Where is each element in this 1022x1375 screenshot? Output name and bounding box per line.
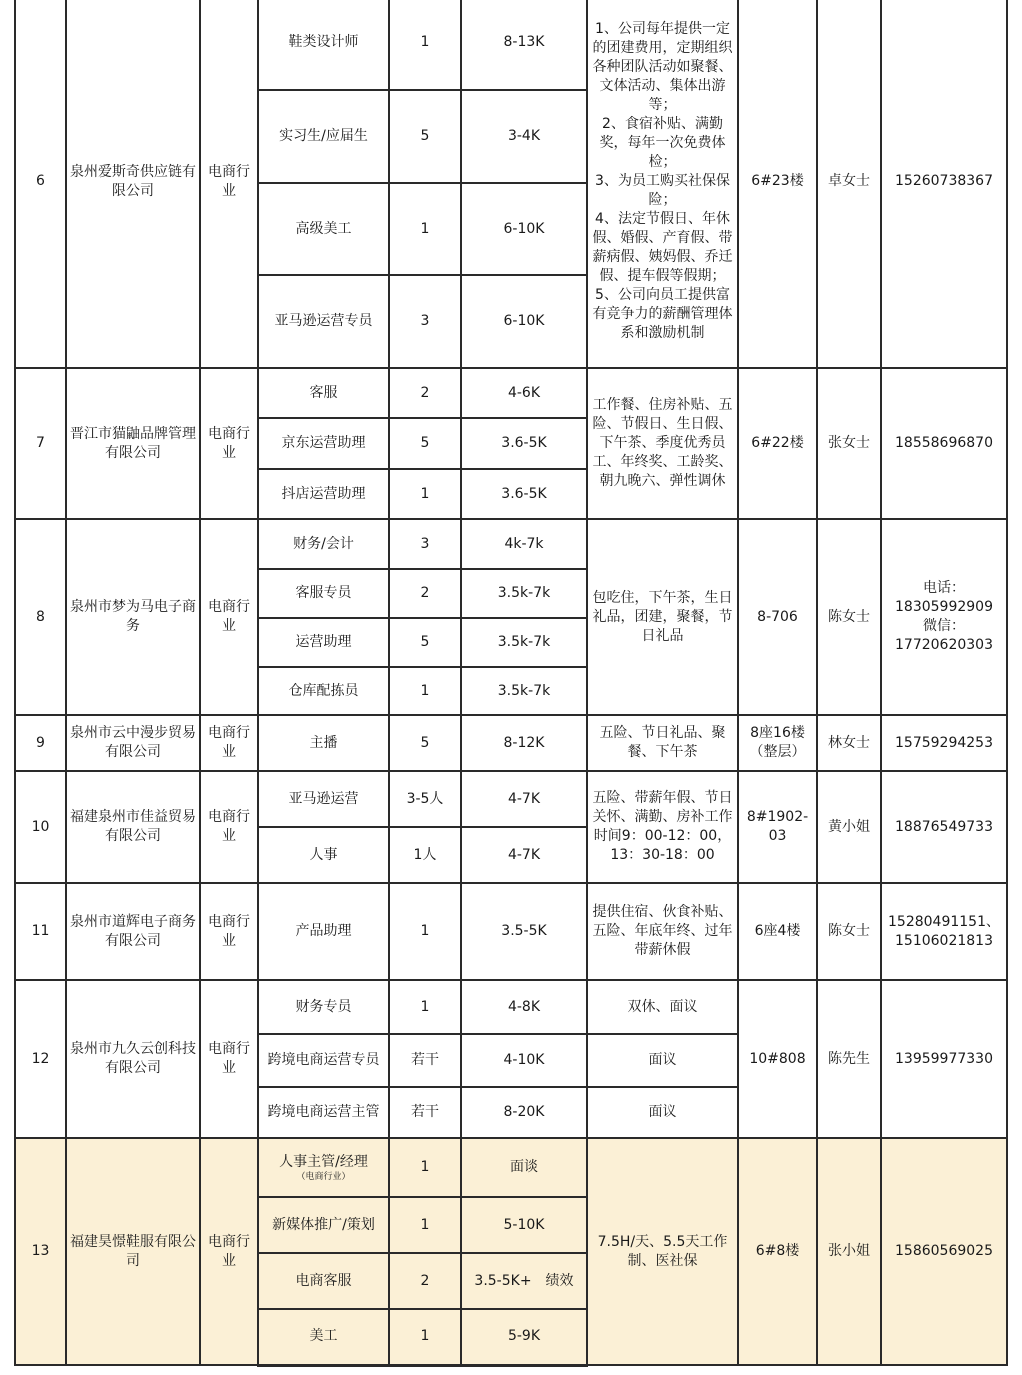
headcount: 1 — [389, 980, 461, 1034]
headcount: 5 — [389, 715, 461, 771]
salary: 4-6K — [461, 368, 587, 418]
location: 8-706 — [738, 519, 817, 715]
salary: 3.5-5K+ 绩效 — [461, 1253, 587, 1309]
headcount: 若干 — [389, 1034, 461, 1087]
headcount: 5 — [389, 90, 461, 183]
headcount: 3 — [389, 275, 461, 368]
contact-person: 卓女士 — [817, 0, 881, 368]
headcount: 1 — [389, 667, 461, 715]
salary: 3.5k-7k — [461, 667, 587, 715]
headcount: 5 — [389, 418, 461, 469]
contact-person: 张小姐 — [817, 1138, 881, 1365]
headcount: 2 — [389, 1253, 461, 1309]
salary: 3.6-5K — [461, 469, 587, 519]
company-name: 晋江市猫鼬品牌管理有限公司 — [66, 368, 200, 519]
salary: 3.6-5K — [461, 418, 587, 469]
headcount: 1人 — [389, 827, 461, 883]
table-row — [15, 771, 1007, 827]
industry: 电商行业 — [200, 980, 258, 1138]
position-title: 客服专员 — [258, 569, 389, 618]
company-name: 泉州市九久云创科技有限公司 — [66, 980, 200, 1138]
benefits: 双休、面议 — [587, 980, 738, 1034]
location: 6#23楼 — [738, 0, 817, 368]
salary: 8-20K — [461, 1087, 587, 1138]
position-title: 抖店运营助理 — [258, 469, 389, 519]
headcount: 1 — [389, 1138, 461, 1197]
position-title: 产品助理 — [258, 883, 389, 980]
headcount: 1 — [389, 469, 461, 519]
location: 6#8楼 — [738, 1138, 817, 1365]
salary: 4-10K — [461, 1034, 587, 1087]
company-name: 福建泉州市佳益贸易有限公司 — [66, 771, 200, 883]
salary: 3.5-5K — [461, 883, 587, 980]
position-title: 京东运营助理 — [258, 418, 389, 469]
salary: 面谈 — [461, 1138, 587, 1197]
headcount: 3-5人 — [389, 771, 461, 827]
contact-person: 黄小姐 — [817, 771, 881, 883]
position-title: 实习生/应届生 — [258, 90, 389, 183]
position-title: 鞋类设计师 — [258, 0, 389, 90]
position-title: 跨境电商运营主管 — [258, 1087, 389, 1138]
salary: 3-4K — [461, 90, 587, 183]
salary: 4-7K — [461, 771, 587, 827]
headcount: 1 — [389, 0, 461, 90]
salary: 6-10K — [461, 275, 587, 368]
contact-person: 陈先生 — [817, 980, 881, 1138]
row-number: 10 — [15, 771, 66, 883]
table-row — [15, 1138, 1007, 1197]
position-title: 人事 — [258, 827, 389, 883]
position-title: 电商客服 — [258, 1253, 389, 1309]
contact-person: 林女士 — [817, 715, 881, 771]
phone: 13959977330 — [881, 980, 1007, 1138]
row-number: 6 — [15, 0, 66, 368]
salary: 5-9K — [461, 1309, 587, 1365]
headcount: 3 — [389, 519, 461, 569]
headcount: 若干 — [389, 1087, 461, 1138]
headcount: 1 — [389, 1197, 461, 1253]
phone: 18558696870 — [881, 368, 1007, 519]
table-row — [15, 883, 1007, 980]
industry: 电商行业 — [200, 771, 258, 883]
salary: 3.5k-7k — [461, 569, 587, 618]
location: 6座4楼 — [738, 883, 817, 980]
benefits: 面议 — [587, 1034, 738, 1087]
location: 6#22楼 — [738, 368, 817, 519]
phone: 15260738367 — [881, 0, 1007, 368]
row-number: 8 — [15, 519, 66, 715]
position-title-note: （电商行业） — [296, 1171, 351, 1182]
row-number: 7 — [15, 368, 66, 519]
position-title-main: 人事主管/经理 — [279, 1153, 368, 1170]
contact-person: 陈女士 — [817, 519, 881, 715]
table-row — [15, 0, 1007, 90]
salary: 8-12K — [461, 715, 587, 771]
position-title — [258, 1138, 389, 1197]
phone: 18876549733 — [881, 771, 1007, 883]
salary: 3.5k-7k — [461, 618, 587, 667]
position-title: 仓库配拣员 — [258, 667, 389, 715]
salary: 6-10K — [461, 183, 587, 275]
phone: 电话： 18305992909 微信： 17720620303 — [881, 519, 1007, 715]
benefits: 包吃住，下午茶，生日礼品，团建，聚餐，节日礼品 — [587, 519, 738, 715]
location: 8#1902-03 — [738, 771, 817, 883]
position-title: 客服 — [258, 368, 389, 418]
phone: 15759294253 — [881, 715, 1007, 771]
row-number: 12 — [15, 980, 66, 1138]
row-number: 13 — [15, 1138, 66, 1365]
company-name: 福建昊憬鞋服有限公司 — [66, 1138, 200, 1365]
headcount: 1 — [389, 183, 461, 275]
phone: 15860569025 — [881, 1138, 1007, 1365]
position-title: 新媒体推广/策划 — [258, 1197, 389, 1253]
industry: 电商行业 — [200, 1138, 258, 1365]
industry: 电商行业 — [200, 368, 258, 519]
headcount: 5 — [389, 618, 461, 667]
position-title: 主播 — [258, 715, 389, 771]
benefits: 提供住宿、伙食补贴、五险、年底年终、过年带薪休假 — [587, 883, 738, 980]
location: 10#808 — [738, 980, 817, 1138]
benefits: 五险、带薪年假、节日关怀、满勤、房补工作时间9：00-12：00，13：30-18：00 — [587, 771, 738, 883]
position-title: 运营助理 — [258, 618, 389, 667]
benefits: 7.5H/天、5.5天工作制、医社保 — [587, 1138, 738, 1365]
contact-person: 张女士 — [817, 368, 881, 519]
row-number: 9 — [15, 715, 66, 771]
salary: 8-13K — [461, 0, 587, 90]
position-title: 亚马逊运营专员 — [258, 275, 389, 368]
salary: 4k-7k — [461, 519, 587, 569]
company-name: 泉州爱斯奇供应链有限公司 — [66, 0, 200, 368]
position-title: 跨境电商运营专员 — [258, 1034, 389, 1087]
salary: 4-7K — [461, 827, 587, 883]
company-name: 泉州市云中漫步贸易有限公司 — [66, 715, 200, 771]
company-name: 泉州市梦为马电子商务 — [66, 519, 200, 715]
headcount: 2 — [389, 368, 461, 418]
table-row — [15, 519, 1007, 569]
position-title: 财务/会计 — [258, 519, 389, 569]
table-row — [15, 715, 1007, 771]
benefits: 工作餐、住房补贴、五险、节假日、生日假、下午茶、季度优秀员工、年终奖、工龄奖、朝九晚六、弹性调休 — [587, 368, 738, 519]
row-number: 11 — [15, 883, 66, 980]
headcount: 1 — [389, 1309, 461, 1365]
job-listing-table — [14, 0, 1008, 1367]
industry: 电商行业 — [200, 883, 258, 980]
position-title: 财务专员 — [258, 980, 389, 1034]
table-row — [15, 980, 1007, 1034]
industry: 电商行业 — [200, 519, 258, 715]
headcount: 1 — [389, 883, 461, 980]
phone: 15280491151、15106021813 — [881, 883, 1007, 980]
table-row — [15, 368, 1007, 418]
benefits: 面议 — [587, 1087, 738, 1138]
contact-person: 陈女士 — [817, 883, 881, 980]
position-title: 美工 — [258, 1309, 389, 1365]
benefits: 五险、节日礼品、聚餐、下午茶 — [587, 715, 738, 771]
headcount: 2 — [389, 569, 461, 618]
industry: 电商行业 — [200, 0, 258, 368]
salary: 4-8K — [461, 980, 587, 1034]
location: 8座16楼（整层） — [738, 715, 817, 771]
position-title: 亚马逊运营 — [258, 771, 389, 827]
industry: 电商行业 — [200, 715, 258, 771]
benefits: 1、公司每年提供一定的团建费用，定期组织各种团队活动如聚餐、文体活动、集体出游等； 2、食宿补贴、满勤奖，每年一次免费体检； 3、为员工购买社保保险； 4、法定节假日、年休假、婚假、产育假、带薪病假、姨妈假、乔迁假、提车假等假期； 5、公司向员工提供富有竞争力的薪酬管理体系和激励机制 — [587, 0, 738, 368]
company-name: 泉州市道辉电子商务有限公司 — [66, 883, 200, 980]
position-title: 高级美工 — [258, 183, 389, 275]
salary: 5-10K — [461, 1197, 587, 1253]
